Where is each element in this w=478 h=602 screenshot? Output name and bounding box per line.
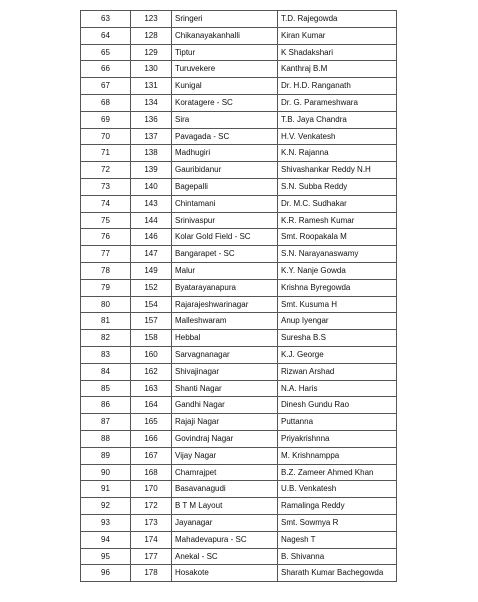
- constituency-number-cell: 177: [131, 548, 172, 565]
- constituency-number-cell: 162: [131, 363, 172, 380]
- constituency-number-cell: 164: [131, 397, 172, 414]
- constituency-name-cell: B T M Layout: [172, 498, 278, 515]
- constituency-number-cell: 174: [131, 531, 172, 548]
- table-row: [81, 262, 397, 279]
- constituency-name-cell: Tiptur: [172, 44, 278, 61]
- constituency-name-cell: Basavanagudi: [172, 481, 278, 498]
- candidate-name-cell: B. Shivanna: [278, 548, 397, 565]
- candidate-name-cell: T.B. Jaya Chandra: [278, 111, 397, 128]
- candidate-name-cell: K.N. Rajanna: [278, 145, 397, 162]
- serial-number-cell: 95: [81, 548, 131, 565]
- serial-number-cell: 79: [81, 279, 131, 296]
- constituency-name-cell: Jayanagar: [172, 514, 278, 531]
- constituency-name-cell: Shanti Nagar: [172, 380, 278, 397]
- serial-number-cell: 66: [81, 61, 131, 78]
- table-row: [81, 514, 397, 531]
- candidate-table-body: [81, 11, 397, 582]
- candidate-name-cell: B.Z. Zameer Ahmed Khan: [278, 464, 397, 481]
- table-row: [81, 128, 397, 145]
- constituency-number-cell: 168: [131, 464, 172, 481]
- candidate-name-cell: K.R. Ramesh Kumar: [278, 212, 397, 229]
- constituency-number-cell: 139: [131, 162, 172, 179]
- candidate-name-cell: S.N. Narayanaswamy: [278, 246, 397, 263]
- constituency-number-cell: 144: [131, 212, 172, 229]
- constituency-name-cell: Bangarapet - SC: [172, 246, 278, 263]
- constituency-name-cell: Chintamani: [172, 195, 278, 212]
- constituency-number-cell: 137: [131, 128, 172, 145]
- serial-number-cell: 75: [81, 212, 131, 229]
- constituency-name-cell: Govindraj Nagar: [172, 430, 278, 447]
- serial-number-cell: 87: [81, 414, 131, 431]
- table-row: [81, 464, 397, 481]
- serial-number-cell: 83: [81, 346, 131, 363]
- serial-number-cell: 65: [81, 44, 131, 61]
- serial-number-cell: 73: [81, 178, 131, 195]
- serial-number-cell: 63: [81, 11, 131, 28]
- constituency-number-cell: 173: [131, 514, 172, 531]
- candidate-name-cell: H.V. Venkatesh: [278, 128, 397, 145]
- constituency-number-cell: 154: [131, 296, 172, 313]
- table-row: [81, 229, 397, 246]
- candidate-name-cell: Shivashankar Reddy N.H: [278, 162, 397, 179]
- constituency-number-cell: 165: [131, 414, 172, 431]
- constituency-name-cell: Sarvagnanagar: [172, 346, 278, 363]
- table-row: [81, 313, 397, 330]
- constituency-number-cell: 163: [131, 380, 172, 397]
- table-row: [81, 397, 397, 414]
- candidate-name-cell: Nagesh T: [278, 531, 397, 548]
- candidate-name-cell: Dinesh Gundu Rao: [278, 397, 397, 414]
- serial-number-cell: 68: [81, 94, 131, 111]
- candidate-name-cell: Smt. Sowmya R: [278, 514, 397, 531]
- constituency-name-cell: Byatarayanapura: [172, 279, 278, 296]
- constituency-name-cell: Hebbal: [172, 330, 278, 347]
- table-row: [81, 430, 397, 447]
- table-row: [81, 178, 397, 195]
- serial-number-cell: 92: [81, 498, 131, 515]
- serial-number-cell: 84: [81, 363, 131, 380]
- candidate-name-cell: Rizwan Arshad: [278, 363, 397, 380]
- constituency-name-cell: Shivajinagar: [172, 363, 278, 380]
- serial-number-cell: 74: [81, 195, 131, 212]
- serial-number-cell: 94: [81, 531, 131, 548]
- constituency-name-cell: Rajaji Nagar: [172, 414, 278, 431]
- candidate-name-cell: Kiran Kumar: [278, 27, 397, 44]
- candidate-name-cell: Suresha B.S: [278, 330, 397, 347]
- constituency-name-cell: Mahadevapura - SC: [172, 531, 278, 548]
- serial-number-cell: 93: [81, 514, 131, 531]
- table-row: [81, 531, 397, 548]
- constituency-number-cell: 131: [131, 78, 172, 95]
- serial-number-cell: 71: [81, 145, 131, 162]
- constituency-name-cell: Turuvekere: [172, 61, 278, 78]
- serial-number-cell: 86: [81, 397, 131, 414]
- constituency-name-cell: Gandhi Nagar: [172, 397, 278, 414]
- table-row: [81, 162, 397, 179]
- constituency-name-cell: Koratagere - SC: [172, 94, 278, 111]
- candidate-name-cell: K.J. George: [278, 346, 397, 363]
- candidate-name-cell: Smt. Kusuma H: [278, 296, 397, 313]
- table-row: [81, 11, 397, 28]
- candidate-name-cell: K.Y. Nanje Gowda: [278, 262, 397, 279]
- candidate-name-cell: U.B. Venkatesh: [278, 481, 397, 498]
- constituency-name-cell: Bagepalli: [172, 178, 278, 195]
- table-row: [81, 61, 397, 78]
- serial-number-cell: 85: [81, 380, 131, 397]
- candidate-name-cell: K Shadakshari: [278, 44, 397, 61]
- constituency-number-cell: 138: [131, 145, 172, 162]
- serial-number-cell: 64: [81, 27, 131, 44]
- serial-number-cell: 80: [81, 296, 131, 313]
- candidate-name-cell: Sharath Kumar Bachegowda: [278, 565, 397, 582]
- candidate-name-cell: Dr. M.C. Sudhakar: [278, 195, 397, 212]
- table-row: [81, 145, 397, 162]
- constituency-number-cell: 172: [131, 498, 172, 515]
- constituency-number-cell: 157: [131, 313, 172, 330]
- constituency-number-cell: 136: [131, 111, 172, 128]
- table-row: [81, 44, 397, 61]
- candidate-name-cell: Ramalinga Reddy: [278, 498, 397, 515]
- table-row: [81, 481, 397, 498]
- serial-number-cell: 78: [81, 262, 131, 279]
- table-row: [81, 346, 397, 363]
- constituency-name-cell: Vijay Nagar: [172, 447, 278, 464]
- constituency-number-cell: 160: [131, 346, 172, 363]
- constituency-name-cell: Hosakote: [172, 565, 278, 582]
- table-row: [81, 363, 397, 380]
- table-row: [81, 212, 397, 229]
- candidate-name-cell: Priyakrishnna: [278, 430, 397, 447]
- table-row: [81, 296, 397, 313]
- serial-number-cell: 69: [81, 111, 131, 128]
- serial-number-cell: 82: [81, 330, 131, 347]
- constituency-number-cell: 170: [131, 481, 172, 498]
- table-row: [81, 498, 397, 515]
- constituency-name-cell: Kolar Gold Field - SC: [172, 229, 278, 246]
- serial-number-cell: 76: [81, 229, 131, 246]
- table-row: [81, 195, 397, 212]
- candidate-name-cell: Dr. G. Parameshwara: [278, 94, 397, 111]
- candidate-table: [80, 10, 397, 582]
- table-row: [81, 78, 397, 95]
- constituency-name-cell: Sira: [172, 111, 278, 128]
- constituency-name-cell: Malur: [172, 262, 278, 279]
- table-row: [81, 447, 397, 464]
- serial-number-cell: 72: [81, 162, 131, 179]
- constituency-name-cell: Madhugiri: [172, 145, 278, 162]
- candidate-name-cell: S.N. Subba Reddy: [278, 178, 397, 195]
- constituency-number-cell: 167: [131, 447, 172, 464]
- table-row: [81, 279, 397, 296]
- candidate-name-cell: T.D. Rajegowda: [278, 11, 397, 28]
- candidate-name-cell: Smt. Roopakala M: [278, 229, 397, 246]
- constituency-name-cell: Chamrajpet: [172, 464, 278, 481]
- constituency-number-cell: 147: [131, 246, 172, 263]
- table-row: [81, 27, 397, 44]
- constituency-number-cell: 178: [131, 565, 172, 582]
- serial-number-cell: 77: [81, 246, 131, 263]
- constituency-name-cell: Malleshwaram: [172, 313, 278, 330]
- serial-number-cell: 89: [81, 447, 131, 464]
- table-row: [81, 111, 397, 128]
- candidate-name-cell: Anup Iyengar: [278, 313, 397, 330]
- table-row: [81, 94, 397, 111]
- constituency-number-cell: 166: [131, 430, 172, 447]
- constituency-number-cell: 143: [131, 195, 172, 212]
- candidate-name-cell: Puttanna: [278, 414, 397, 431]
- constituency-name-cell: Chikanayakanhalli: [172, 27, 278, 44]
- constituency-name-cell: Anekal - SC: [172, 548, 278, 565]
- candidate-name-cell: Krishna Byregowda: [278, 279, 397, 296]
- constituency-number-cell: 149: [131, 262, 172, 279]
- candidate-name-cell: Dr. H.D. Ranganath: [278, 78, 397, 95]
- candidate-name-cell: N.A. Haris: [278, 380, 397, 397]
- serial-number-cell: 88: [81, 430, 131, 447]
- candidate-table-page: [80, 10, 397, 582]
- serial-number-cell: 96: [81, 565, 131, 582]
- serial-number-cell: 91: [81, 481, 131, 498]
- serial-number-cell: 67: [81, 78, 131, 95]
- constituency-number-cell: 134: [131, 94, 172, 111]
- constituency-number-cell: 129: [131, 44, 172, 61]
- constituency-number-cell: 130: [131, 61, 172, 78]
- constituency-number-cell: 152: [131, 279, 172, 296]
- constituency-name-cell: Sringeri: [172, 11, 278, 28]
- constituency-number-cell: 158: [131, 330, 172, 347]
- constituency-name-cell: Rajarajeshwarinagar: [172, 296, 278, 313]
- serial-number-cell: 90: [81, 464, 131, 481]
- serial-number-cell: 70: [81, 128, 131, 145]
- table-row: [81, 548, 397, 565]
- constituency-number-cell: 146: [131, 229, 172, 246]
- constituency-name-cell: Gauribidanur: [172, 162, 278, 179]
- constituency-name-cell: Kunigal: [172, 78, 278, 95]
- serial-number-cell: 81: [81, 313, 131, 330]
- table-row: [81, 380, 397, 397]
- table-row: [81, 565, 397, 582]
- constituency-number-cell: 140: [131, 178, 172, 195]
- table-row: [81, 414, 397, 431]
- constituency-number-cell: 128: [131, 27, 172, 44]
- candidate-name-cell: M. Krishnamppa: [278, 447, 397, 464]
- table-row: [81, 330, 397, 347]
- constituency-name-cell: Srinivaspur: [172, 212, 278, 229]
- table-row: [81, 246, 397, 263]
- candidate-name-cell: Kanthraj B.M: [278, 61, 397, 78]
- constituency-name-cell: Pavagada - SC: [172, 128, 278, 145]
- constituency-number-cell: 123: [131, 11, 172, 28]
